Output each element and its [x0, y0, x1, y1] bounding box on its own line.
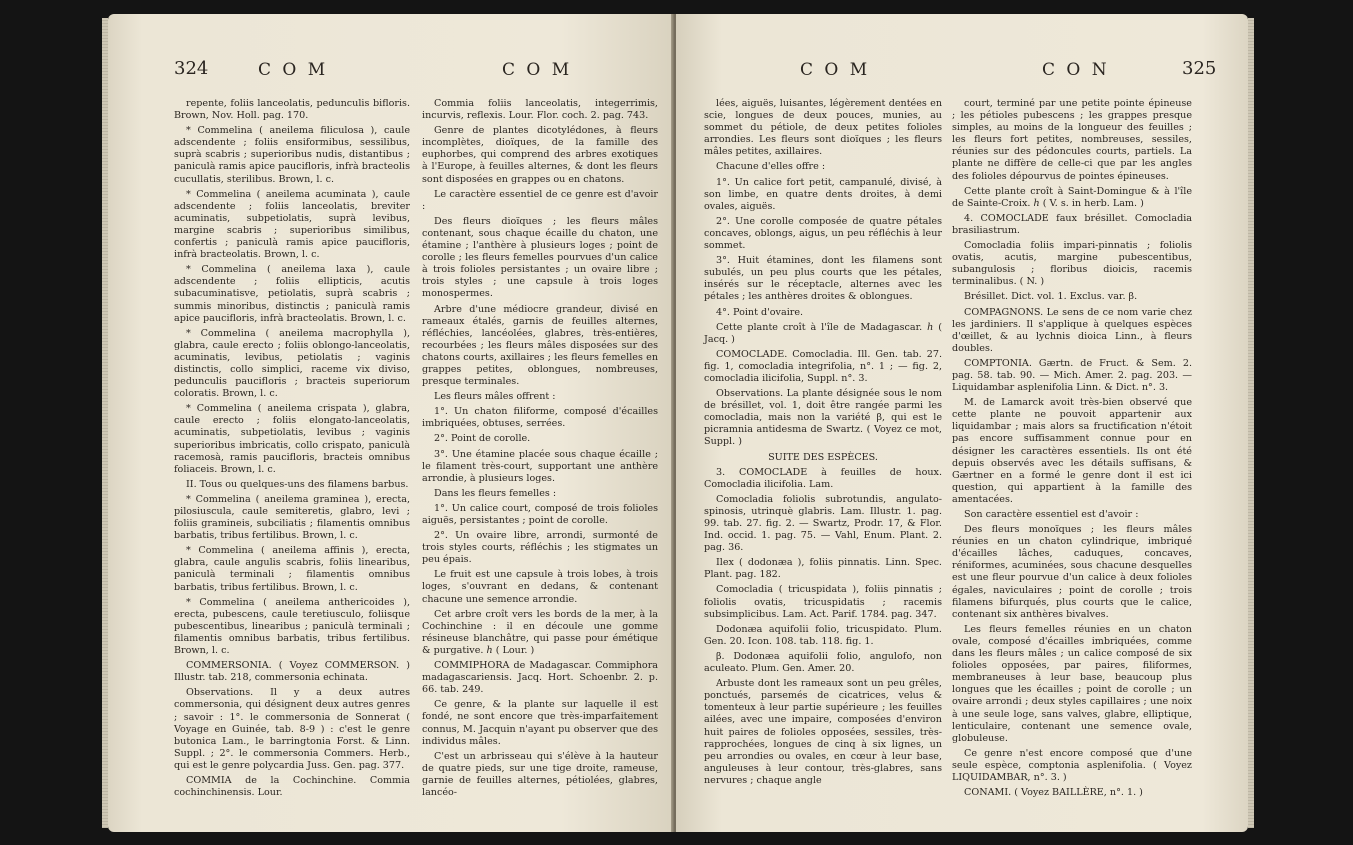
paragraph: Dans les fleurs femelles :	[434, 487, 557, 499]
paragraph: Ce genre n'est encore composé que d'une seule espèce, comptonia asplenifolia. ( Voyez LIQUIDAMBAR, n°. 3. )	[952, 747, 1192, 783]
paragraph: COMOCLADE. Comocladia. Ill. Gen. tab. 27. fig. 1, comocladia integrifolia, n°. 1 ; — fig. 2, comocladia ilicifolia, Suppl. n°. 3.	[704, 348, 942, 384]
paragraph: Ce genre, & la plante sur laquelle il est fondé, ne sont encore que très-imparfaitement connus, M. Jacquin n'ayant pu observer que des individus mâles.	[422, 699, 658, 747]
paragraph: 1°. Un chaton filiforme, composé d'écailles imbriquées, obtuses, serrées.	[422, 406, 658, 430]
paragraph: Genre de plantes dicotylédones, à fleurs incomplètes, dioïques, de la famille des euphorbes, qui comprend des arbres exotiques à l'Europe, à feuilles alternes, & dont les fleurs sont disposées en grappes ou en chatons.	[422, 125, 658, 185]
right-page-column-1	[704, 98, 942, 790]
paragraph: COMMERSONIA. ( Voyez COMMERSON. ) Illustr. tab. 218, commersonia echinata.	[174, 660, 410, 684]
paragraph: COMPTONIA. Gærtn. de Fruct. & Sem. 2. pag. 58. tab. 90. — Mich. Amer. 2. pag. 203. — Liquidambar asplenifolia Linn. & Dict. n°. 3.	[952, 357, 1192, 394]
paragraph: * Commelina ( aneilema acuminata ), caule adscendente ; foliis lanceolatis, breviter acuminatis, subpetiolatis, suprà levibus, margine scabris ; superioribus similibus, confertis ; paniculà ramis apice paucifloris, infrà bracteolatis. Brown, l. c.	[174, 188, 410, 261]
right-page-column-2	[952, 98, 1192, 802]
paragraph: Dodonæa aquifolii folio, tricuspidato. Plum. Gen. 20. Icon. 108. tab. 118. fig. 1.	[704, 623, 942, 647]
paragraph: Le caractère essentiel de ce genre est d'avoir :	[422, 188, 658, 212]
paragraph: COMPAGNONS. Le sens de ce nom varie chez les jardiniers. Il s'applique à quelques espèces d'œillet, & au lychnis dioica Linn., à fleurs doubles.	[952, 306, 1192, 354]
right-page-edge	[1248, 18, 1254, 828]
paragraph: β. Dodonæa aquifolii folio, angulofo, non aculeato. Plum. Gen. Amer. 20.	[704, 650, 942, 675]
paragraph: 4. COMOCLADE faux brésillet. Comocladia brasiliastrum.	[952, 212, 1192, 236]
paragraph: 2°. Un ovaire libre, arrondi, surmonté de trois styles courts, réfléchis ; les stigmates un peu épais.	[422, 530, 658, 566]
paragraph: * Commelina ( aneilema macrophylla ), glabra, caule erecto ; foliis oblongo-lanceolatis, acuminatis, levibus, petiolatis ; vaginis distinctis, collo simplici, raceme vix diviso, pedunculis paucifloris ; bracteis superiorum coloratis. Brown, l. c.	[174, 327, 410, 400]
paragraph: * Commelina ( aneilema crispata ), glabra, caule erecto ; foliis elongato-lanceolatis, acuminatis, subpetiolatis, levibus ; vaginis superioribus imbricatis, collo crispato, paniculà racemosà, ramis paucifloris, bracteis omnibus foliaceis. Brown, l. c.	[174, 403, 410, 475]
right-page	[676, 14, 1248, 832]
paragraph: Observations. Il y a deux autres commersonia, qui désignent deux autres genres ; savoir : 1°. le commersonia de Sonnerat ( Voyage en Guinée, tab. 8-9 ) : c'est le genre butonica Lam., le barringtonia Forst. & Linn. Suppl. ; 2°. le commersonia Commers. Herb., qui est le genre polycardia Juss. Gen. pag. 377.	[174, 687, 410, 771]
paragraph: 2°. Point de corolle.	[434, 433, 531, 445]
left-header-left: C O M	[258, 60, 329, 80]
paragraph: SUITE DES ESPÈCES.	[768, 451, 878, 463]
paragraph: COMMIA de la Cochinchine. Commia cochinchinensis. Lour.	[174, 774, 410, 799]
paragraph: Chacune d'elles offre :	[716, 161, 826, 173]
paragraph: * Commelina ( aneilema affinis ), erecta, glabra, caule angulis scabris, foliis linearibus, paniculà terminali ; filamentis omnibus barbatis, tribus fertilibus. Brown, l. c.	[174, 545, 410, 593]
paragraph: 3°. Une étamine placée sous chaque écaille ; le filament très-court, supportant une anthère arrondie, à plusieurs loges.	[422, 448, 658, 484]
paragraph: Comocladia ( tricuspidata ), foliis pinnatis ; foliolis ovatis, tricuspidatis ; racemis subsimplicibus. Lam. Act. Parif. 1784. pag. 347.	[704, 584, 942, 620]
paragraph: * Commelina ( aneilema anthericoides ), erecta, pubescens, caule teretiusculo, foliisque pubescentibus, linearibus ; paniculà terminali ; filamentis omnibus barbatis, tribus fertilibus. Brown, l. c.	[174, 596, 410, 657]
paragraph: Arbre d'une médiocre grandeur, divisé en rameaux étalés, garnis de feuilles alternes, réfléchies, lancéolées, glabres, très-entières, recourbées ; les fleurs mâles disposées sur des chatons courts, axillaires ; les fleurs femelles en grappes petites, oblongues, nombreuses, presque terminales.	[422, 303, 658, 388]
paragraph: * Commelina ( aneilema laxa ), caule adscendente ; foliis ellipticis, acutis subacuminatisve, petiolatis, suprà scabris ; summis minoribus, distinctis ; paniculà ramis apice paucifloris, infrà bracteolatis. Brown, l. c.	[174, 264, 410, 324]
paragraph: 2°. Une corolle composée de quatre pétales concaves, oblongs, aigus, un peu réfléchis à leur sommet.	[704, 215, 942, 252]
paragraph: Des fleurs dioïques ; les fleurs mâles contenant, sous chaque écaille du chaton, une étamine ; l'anthère à plusieurs loges ; point de corolle ; les fleurs femelles pourvues d'un calice à trois folioles persistantes ; un ovaire libre ; trois styles ; une capsule à trois loges monospermes.	[422, 215, 658, 300]
paragraph: Son caractère essentiel est d'avoir :	[964, 509, 1139, 520]
paragraph: II. Tous ou quelques-uns des filamens barbus.	[186, 478, 409, 490]
paragraph: Cette plante croît à l'île de Madagascar. ℎ ( Jacq. )	[704, 321, 942, 345]
right-header-left: C O M	[800, 60, 871, 80]
left-page	[108, 14, 674, 832]
paragraph: Des fleurs monoïques ; les fleurs mâles réunies en un chaton cylindrique, imbriqué d'écailles lâches, caduques, concaves, réniformes, acuminées, sous chacune desquelles est une fleur pourvue d'un calice à deux folioles égales, naviculaires ; point de corolle ; trois filamens bifurqués, plus courts que le calice, contenant six anthères bivalves.	[952, 524, 1192, 620]
paragraph: Ilex ( dodonæa ), foliis pinnatis. Linn. Spec. Plant. pag. 182.	[704, 557, 942, 581]
paragraph: Comocladia foliis impari-pinnatis ; foliolis ovatis, acutis, margine pubescentibus, subangulosis ; floribus dioicis, racemis terminalibus. ( N. )	[952, 240, 1192, 288]
paragraph: COMMIPHORA de Madagascar. Commiphora madagascariensis. Jacq. Hort. Schoenbr. 2. p. 66. tab. 249.	[422, 660, 658, 696]
left-header-right: C O M	[502, 60, 573, 80]
paragraph: 1°. Un calice fort petit, campanulé, divisé, à son limbe, en quatre dents droites, à demi ovales, aiguës.	[704, 176, 942, 212]
paragraph: Brésillet. Dict. vol. 1. Exclus. var. β.	[964, 291, 1138, 303]
paragraph: Les fleurs mâles offrent :	[434, 391, 556, 403]
paragraph: Comocladia foliolis subrotundis, angulato-spinosis, utrinquè glabris. Lam. Illustr. 1. pag. 99. tab. 27. fig. 2. — Swartz, Prodr. 17, & Flor. Ind. occid. 1. pag. 75. — Vahl, Enum. Plant. 2. pag. 36.	[704, 493, 942, 554]
right-header-right: C O N	[1042, 60, 1110, 80]
paragraph: Cet arbre croît vers les bords de la mer, à la Cochinchine : il en découle une gomme résineuse blanchâtre, qui passe pour émétique & purgative. ℎ ( Lour. )	[422, 608, 658, 656]
paragraph: CONAMI. ( Voyez BAILLÈRE, n°. 1. )	[964, 787, 1143, 799]
left-page-number: 324	[174, 58, 209, 79]
paragraph: M. de Lamarck avoit très-bien observé que cette plante ne pouvoit appartenir aux liquidambar ; mais alors sa fructification n'étoit pas encore suffisamment connue pour en désigner les caractères essentiels. Ils ont été depuis observés avec les détails suffisans, & Gærtner en a formé le genre dont il est ici question, qui appartient à la famille des amentacées.	[952, 397, 1192, 505]
paragraph: 3. COMOCLADE à feuilles de houx. Comocladia ilicifolia. Lam.	[704, 466, 942, 490]
paragraph: C'est un arbrisseau qui s'élève à la hauteur de quatre pieds, sur une tige droite, rameuse, garnie de feuilles alternes, pétiolées, glabres, lancéo-	[422, 750, 658, 798]
paragraph: lées, aiguës, luisantes, légèrement dentées en scie, longues de deux pouces, munies, au sommet du pétiole, de deux petites folioles arrondies. Les fleurs sont dioïques ; les fleurs mâles petites, axillaires.	[704, 98, 942, 158]
paragraph: Les fleurs femelles réunies en un chaton ovale, composé d'écailles imbriquées, comme dans les fleurs mâles ; un calice composé de six folioles opposées, par paires, filiformes, membraneuses à leur base, beaucoup plus longues que les écailles ; point de corolle ; un ovaire arrondi ; deux styles capillaires ; une noix à une seule loge, sans valves, glabre, elliptique, lenticulaire, contenant une semence ovale, globuleuse.	[952, 623, 1192, 744]
paragraph: court, terminé par une petite pointe épineuse ; les pétioles pubescens ; les grappes presque simples, au moins de la longueur des feuilles ; les fleurs fort petites, nombreuses, sessiles, réunies sur des pédoncules courts, partiels. La plante ne diffère de celle-ci que par les angles des folioles dépourvus de pointes épineuses.	[952, 98, 1192, 182]
paragraph: Le fruit est une capsule à trois lobes, à trois loges, s'ouvrant en dedans, & contenant chacune une semence arrondie.	[422, 569, 658, 605]
paragraph: repente, foliis lanceolatis, pedunculis bifloris. Brown, Nov. Holl. pag. 170.	[174, 98, 410, 122]
paragraph: 4°. Point d'ovaire.	[716, 306, 804, 318]
paragraph: Arbuste dont les rameaux sont un peu grêles, ponctués, parsemés de cicatrices, velus & tomenteux à leur partie supérieure ; les feuilles ailées, avec une impaire, composées d'environ huit paires de folioles opposées, sessiles, très-rapprochées, longues de cinq à six lignes, un peu arrondies ou ovales, en cœur à leur base, anguleuses à leur contour, très-glabres, sans nervures ; chaque angle	[704, 678, 942, 786]
left-page-column-1	[174, 98, 410, 802]
paragraph: * Commelina ( aneilema graminea ), erecta, pilosiuscula, caule semiteretis, glabro, levi ; foliis gramineis, subciliatis ; filamentis omnibus barbatis, tribus fertilibus. Brown, l. c.	[174, 493, 410, 542]
paragraph: Observations. La plante désignée sous le nom de brésillet, vol. 1, doit être rangée parmi les comocladia, mais non la variété β, qui est le picramnia antidesma de Swartz. ( Voyez ce mot, Suppl. )	[704, 388, 942, 448]
left-page-column-2	[422, 98, 658, 802]
paragraph: * Commelina ( aneilema filiculosa ), caule adscendente ; foliis ensiformibus, sessilibus, suprà scabris ; superioribus nudis, distantibus ; paniculà ramis apice paucifloris, infrà bracteolis cucullatis, sterilibus. Brown, l. c.	[174, 125, 410, 185]
paragraph: 3°. Huit étamines, dont les filamens sont subulés, un peu plus courts que les pétales, insérés sur le réceptacle, alternes avec les pétales ; les anthères droites & oblongues.	[704, 255, 942, 303]
paragraph: Cette plante croît à Saint-Domingue & à l'île de Sainte-Croix. ℎ ( V. s. in herb. Lam. )	[952, 185, 1192, 209]
right-page-number: 325	[1182, 58, 1217, 79]
paragraph: Commia foliis lanceolatis, integerrimis, incurvis, reflexis. Lour. Flor. coch. 2. pag. 743.	[422, 98, 658, 122]
paragraph: 1°. Un calice court, composé de trois folioles aiguës, persistantes ; point de corolle.	[422, 502, 658, 526]
